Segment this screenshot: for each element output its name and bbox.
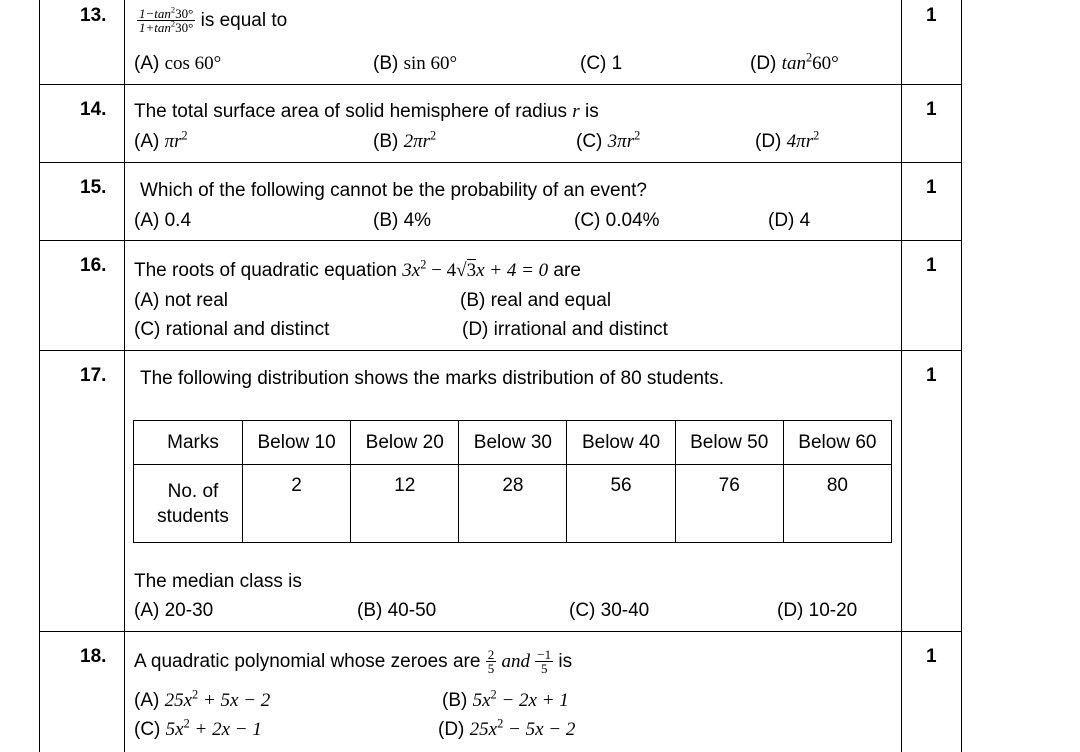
- option-a: (A) 0.4: [134, 210, 192, 231]
- table-cell: 80: [783, 465, 891, 543]
- option-c: (C) rational and distinct: [134, 319, 330, 340]
- row-divider: [39, 162, 962, 163]
- option-b: (B) 4%: [373, 210, 432, 231]
- question-stem: The total surface area of solid hemisphere of radius r is: [134, 101, 599, 122]
- fraction: $\frac{-1}{5}$: [537, 647, 552, 676]
- option-c: (C) $5x^2 + 2x - 1$: [134, 716, 262, 740]
- table-row: [134, 465, 892, 543]
- option-d: (D) irrational and distinct: [462, 319, 668, 340]
- table-cell: Marks: [134, 421, 243, 465]
- option-d: (D) $4\pi r^2$: [755, 128, 820, 152]
- option-a: (A) not real: [134, 290, 228, 311]
- table-cell: Below 20: [351, 421, 459, 465]
- question-prompt: The median class is: [134, 571, 302, 592]
- table-row-label: No. of students: [134, 465, 243, 543]
- fraction: $\frac{1-\tan^230^\circ}{1+\tan^230^\circ}$: [139, 4, 194, 35]
- question-marks: 1: [926, 365, 937, 386]
- question-number: 18.: [80, 646, 107, 667]
- question-marks: 1: [926, 99, 937, 120]
- table-cell: 2: [243, 465, 351, 543]
- question-stem: The roots of quadratic equation $3x^2 - 4√3x + 4 = 0$ are: [134, 257, 581, 281]
- option-d: (D) $\tan^260^\circ$: [750, 50, 839, 74]
- table-cell: 76: [675, 465, 783, 543]
- question-number: 15.: [80, 177, 107, 198]
- table-cell: Below 30: [459, 421, 567, 465]
- option-a: (A) $\pi r^2$: [134, 128, 188, 152]
- option-a: (A) cos 60°: [134, 53, 222, 74]
- question-stem: The following distribution shows the marks distribution of 80 students.: [140, 368, 725, 389]
- table-cell: Below 50: [675, 421, 783, 465]
- row-divider: [39, 84, 962, 85]
- question-marks: 1: [926, 255, 937, 276]
- table-cell: Below 40: [567, 421, 675, 465]
- question-number: 17.: [80, 365, 107, 386]
- option-d: (D) $25x^2 - 5x - 2$: [438, 716, 576, 740]
- row-divider: [39, 350, 962, 351]
- option-c: (C) 0.04%: [574, 210, 660, 231]
- distribution-table: [133, 420, 892, 543]
- option-b: (B) 40-50: [357, 600, 437, 621]
- option-b: (B) sin 60°: [373, 53, 458, 74]
- row-divider: [39, 631, 962, 632]
- equation: $3x^2 - 4√3x + 4 = 0$: [402, 257, 549, 281]
- table-border-left: [39, 0, 40, 752]
- question-stem: A quadratic polynomial whose zeroes are $\frac{2}{5}$ and $\frac{-1}{5}$ is: [134, 647, 573, 676]
- table-cell: Below 60: [783, 421, 891, 465]
- option-c: (C) 30-40: [569, 600, 650, 621]
- option-d: (D) 10-20: [777, 600, 858, 621]
- question-column-divider: [124, 0, 125, 752]
- question-number: 14.: [80, 99, 107, 120]
- option-c: (C) $3\pi r^2$: [576, 128, 641, 152]
- table-cell: 12: [351, 465, 459, 543]
- marks-column-divider: [901, 0, 902, 752]
- question-number: 16.: [80, 255, 107, 276]
- table-header-row: [134, 421, 892, 465]
- table-cell: Below 10: [243, 421, 351, 465]
- option-b: (B) $2\pi r^2$: [373, 128, 437, 152]
- question-marks: 1: [926, 5, 937, 26]
- question-stem: Which of the following cannot be the probability of an event?: [140, 180, 647, 201]
- question-marks: 1: [926, 646, 937, 667]
- table-cell: 28: [459, 465, 567, 543]
- option-a: (A) 20-30: [134, 600, 214, 621]
- question-number: 13.: [80, 5, 107, 26]
- table-border-right: [961, 0, 962, 752]
- table-cell: 56: [567, 465, 675, 543]
- row-divider: [39, 240, 962, 241]
- option-d: (D) 4: [768, 210, 811, 231]
- option-c: (C) 1: [580, 53, 623, 74]
- option-a: (A) $25x^2 + 5x - 2$: [134, 687, 271, 711]
- question-stem: $\frac{1-\tan^230^\circ}{1+\tan^230^\circ}$ is equal to: [139, 4, 288, 35]
- option-b: (B) $5x^2 - 2x + 1$: [442, 687, 569, 711]
- option-b: (B) real and equal: [460, 290, 612, 311]
- fraction: $\frac{2}{5}$: [487, 647, 495, 676]
- question-marks: 1: [926, 177, 937, 198]
